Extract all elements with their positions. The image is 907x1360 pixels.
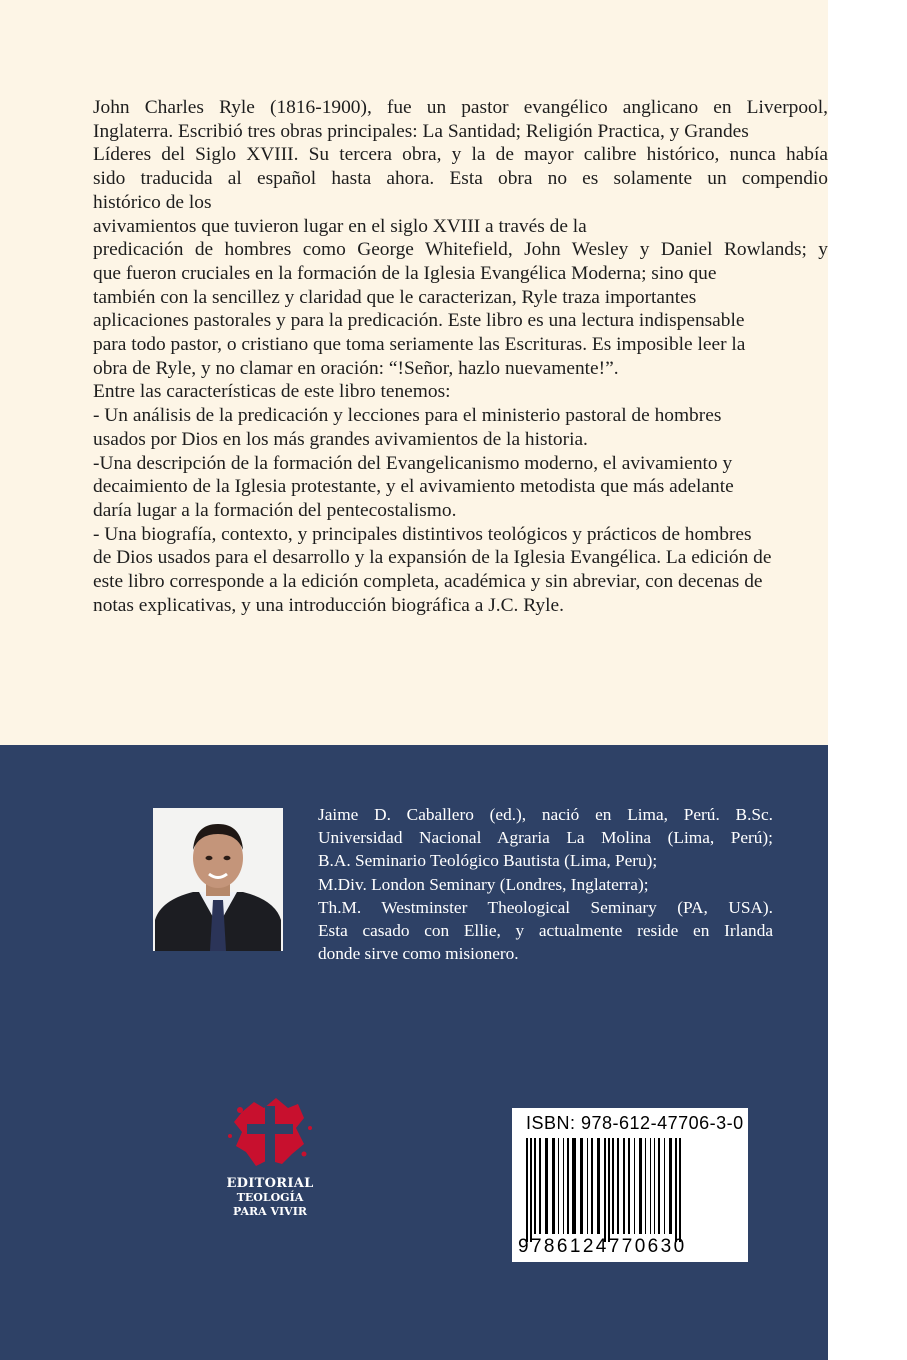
blurb-line: usados por Dios en los más grandes avivamientos de la historia. xyxy=(93,428,588,450)
bio-line: Jaime D. Caballero (ed.), nació en Lima, Perú. B.Sc. xyxy=(318,805,773,824)
blurb-line: - Un análisis de la predicación y lecciones para el ministerio pastoral de hombres xyxy=(93,405,722,427)
barcode-bar xyxy=(558,1138,559,1234)
barcode-bar xyxy=(679,1138,681,1242)
barcode-digits: 9786124770630 xyxy=(518,1236,687,1257)
book-description xyxy=(93,96,828,617)
blurb-line: Inglaterra. Escribió tres obras principales: La Santidad; Religión Practica, y Grandes xyxy=(93,120,749,142)
blurb-line: decaimiento de la Iglesia protestante, y el avivamiento metodista que más adelante xyxy=(93,476,734,498)
barcode-bar xyxy=(567,1138,569,1234)
bio-line: B.A. Seminario Teológico Bautista (Lima, Peru); xyxy=(318,851,658,871)
bio-line: Universidad Nacional Agraria La Molina (Lima, Perú); xyxy=(318,828,773,848)
publisher-subtitle: TEOLOGÍA xyxy=(236,1191,304,1204)
barcode-bar xyxy=(628,1138,630,1234)
barcode-bar xyxy=(658,1138,660,1234)
barcode-bar xyxy=(597,1138,600,1234)
blurb-line: Entre las características de este libro tenemos: xyxy=(93,381,451,403)
blurb-line: histórico de los xyxy=(93,191,212,213)
barcode-bar xyxy=(563,1138,564,1234)
barcode-bar xyxy=(526,1138,528,1242)
blurb-line: de Dios usados para el desarrollo y la expansión de la Iglesia Evangélica. La edición de xyxy=(93,547,772,569)
barcode-bar xyxy=(675,1138,677,1242)
barcode-bar xyxy=(604,1138,606,1242)
author-bio xyxy=(318,803,773,965)
barcode-bar xyxy=(572,1138,576,1234)
blurb-line: John Charles Ryle (1816-1900), fue un pastor evangélico anglicano en Liverpool, xyxy=(93,97,828,118)
barcode-bar xyxy=(623,1138,625,1234)
barcode-bar xyxy=(664,1138,665,1234)
blurb-line: daría lugar a la formación del pentecostalismo. xyxy=(93,499,457,521)
blurb-line: que fueron cruciales en la formación de la Iglesia Evangélica Moderna; sino que xyxy=(93,262,717,284)
bio-line: Esta casado con Ellie, y actualmente reside en Irlanda xyxy=(318,921,773,941)
bio-line: Th.M. Westminster Theological Seminary (PA, USA). xyxy=(318,897,773,917)
blurb-line: sido traducida al español hasta ahora. Esta obra no es solamente un compendio xyxy=(93,168,828,190)
bio-line: M.Div. London Seminary (Londres, Inglaterra); xyxy=(318,874,649,894)
barcode-bar xyxy=(639,1138,642,1234)
barcode-bar xyxy=(530,1138,532,1242)
barcode-bar xyxy=(587,1138,588,1234)
author-portrait xyxy=(153,808,283,951)
barcode-bar xyxy=(617,1138,619,1234)
blurb-line: -Una descripción de la formación del Evangelicanismo moderno, el avivamiento y xyxy=(93,452,733,474)
barcode-bar xyxy=(591,1138,593,1234)
blurb-line: también con la sencillez y claridad que le caracterizan, Ryle traza importantes xyxy=(93,286,697,308)
publisher-name: EDITORIAL xyxy=(226,1176,314,1191)
author-photo xyxy=(153,808,283,951)
publisher-subtitle: PARA VIVIR xyxy=(232,1205,307,1218)
blurb-line: avivamientos que tuvieron lugar en el siglo XVIII a través de la xyxy=(93,215,587,237)
barcode-bar xyxy=(612,1138,614,1234)
barcode-bar xyxy=(545,1138,548,1234)
blurb-line: notas explicativas, y una introducción biográfica a J.C. Ryle. xyxy=(93,594,564,616)
barcode-bar xyxy=(654,1138,655,1234)
red-splash-cross-icon xyxy=(220,1088,320,1172)
barcode-bar xyxy=(552,1138,555,1234)
blurb-line: para todo pastor, o cristiano que toma seriamente las Escrituras. Es imposible leer la xyxy=(93,334,746,356)
barcode-bar xyxy=(580,1138,583,1234)
blurb-line: - Una biografía, contexto, y principales distintivos teológicos y prácticos de hombres xyxy=(93,523,752,545)
blurb-line: aplicaciones pastorales y para la predicación. Este libro es una lectura indispensable xyxy=(93,310,745,332)
barcode-bar xyxy=(645,1138,646,1234)
bio-line: donde sirve como misionero. xyxy=(318,944,519,964)
blurb-line: Líderes del Siglo XVIII. Su tercera obra, y la de mayor calibre histórico, nunca había xyxy=(93,144,828,166)
blurb-line: este libro corresponde a la edición completa, académica y sin abreviar, con decenas de xyxy=(93,571,763,593)
barcode-bar xyxy=(650,1138,651,1234)
publisher-logo xyxy=(220,1088,320,1228)
barcode-bar xyxy=(634,1138,635,1234)
blurb-line: obra de Ryle, y no clamar en oración: “!Señor, hazlo nuevamente!”. xyxy=(93,357,619,379)
barcode-bar xyxy=(539,1138,541,1234)
blurb-line: predicación de hombres como George Whitefield, John Wesley y Daniel Rowlands; y xyxy=(93,239,828,261)
isbn-label: ISBN: 978-612-47706-3-0 xyxy=(526,1113,744,1133)
barcode-bar xyxy=(608,1138,610,1242)
barcode-bar xyxy=(534,1138,536,1234)
isbn-barcode xyxy=(512,1108,748,1262)
barcode-bar xyxy=(669,1138,672,1234)
